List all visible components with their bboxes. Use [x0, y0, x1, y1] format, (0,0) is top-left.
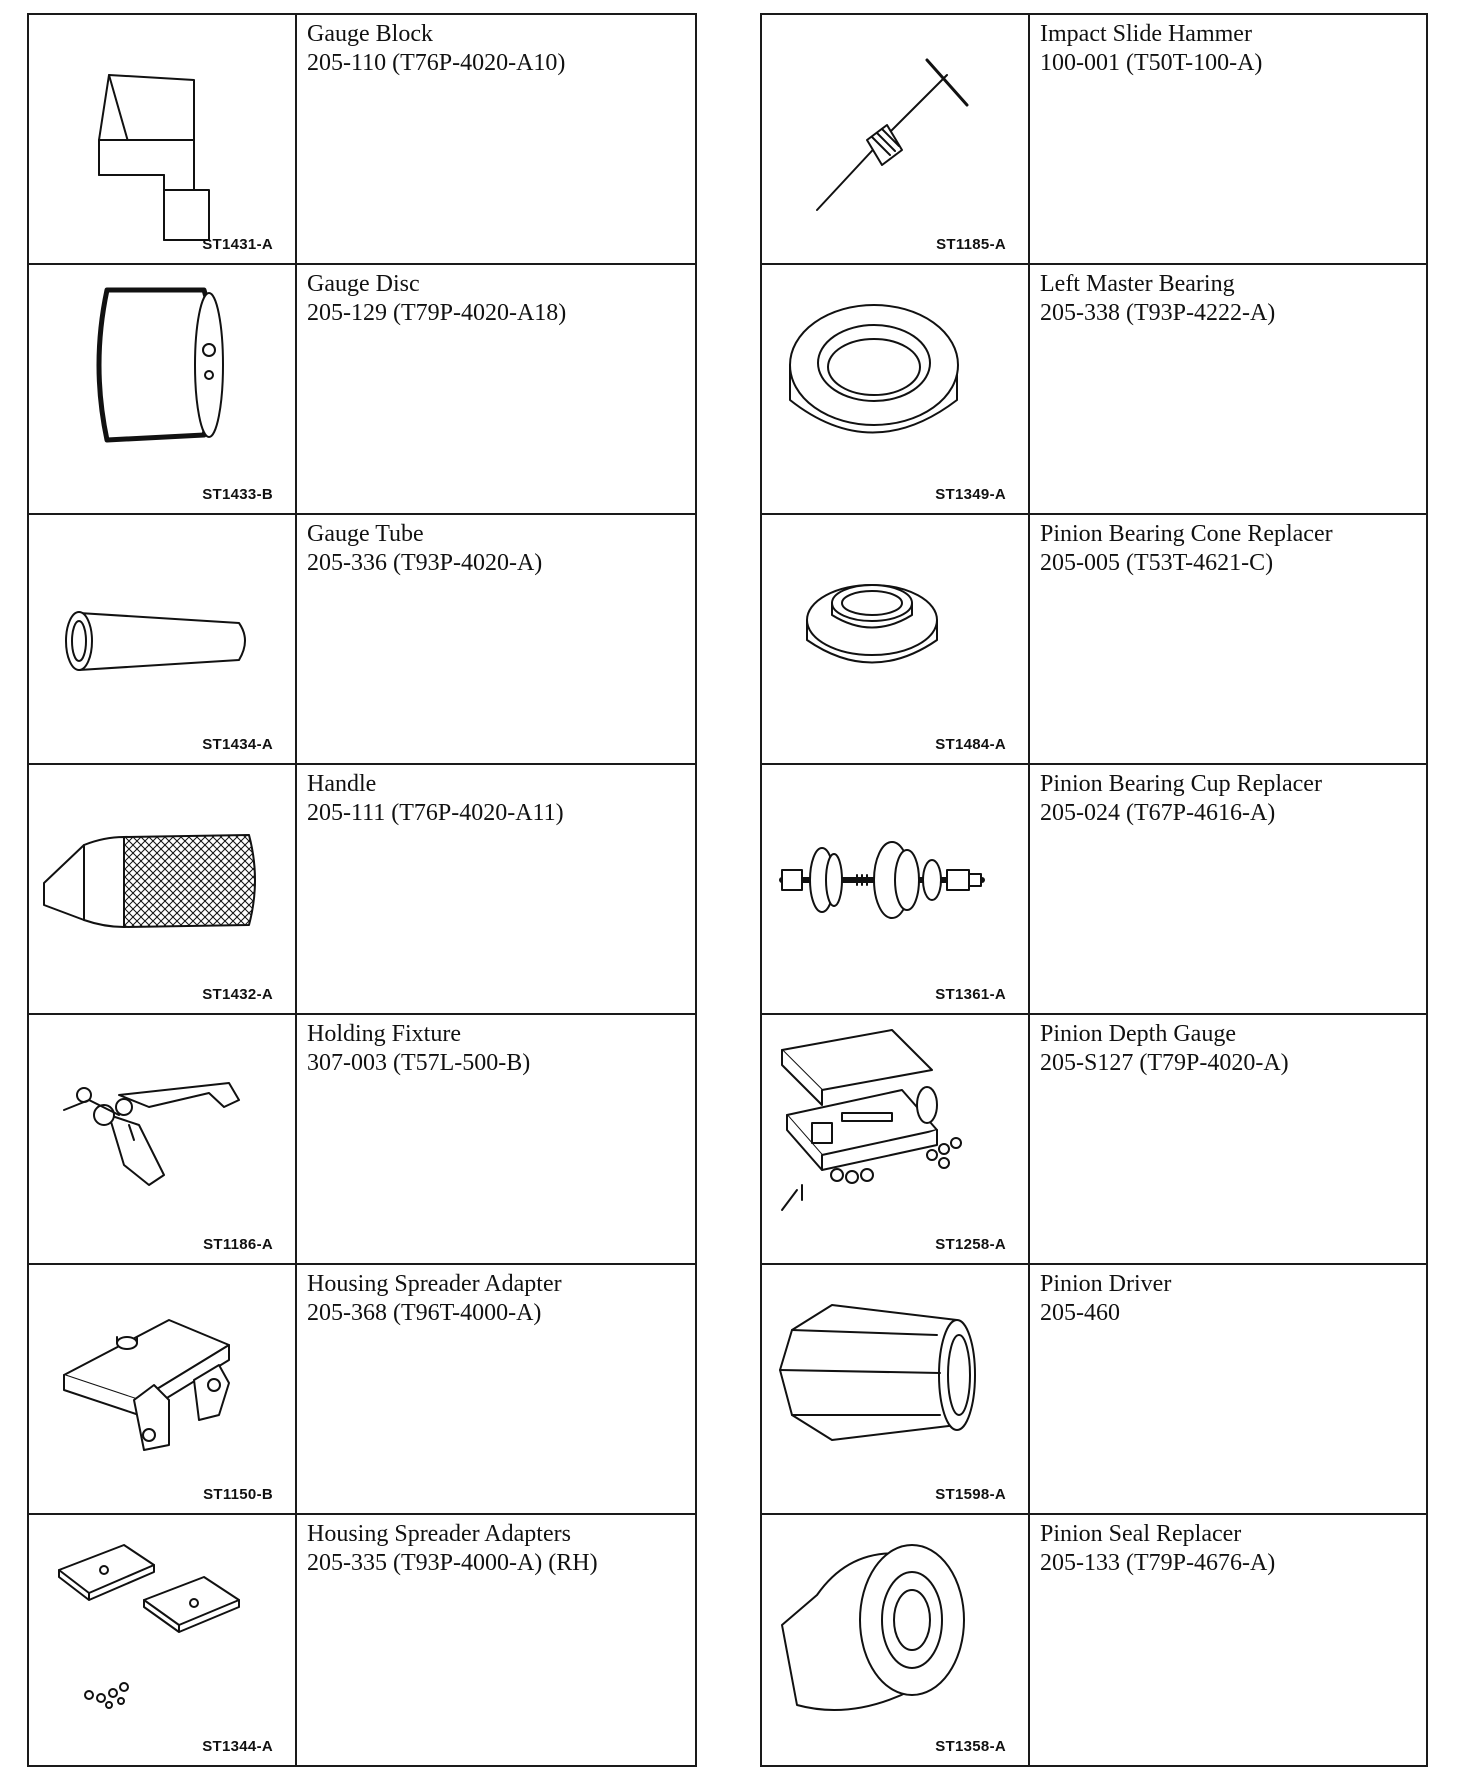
tool-row: [762, 1265, 1426, 1515]
tool-name: Pinion Seal Replacer: [1040, 1521, 1242, 1547]
tool-number: 205-129 (T79P-4020-A18): [307, 300, 567, 326]
tool-number: 205-110 (T76P-4020-A10): [307, 50, 566, 76]
tool-row: [762, 1515, 1426, 1765]
illustration-code: ST1186-A: [203, 1236, 273, 1253]
gauge-tube-icon: [29, 515, 297, 761]
illustration-code: ST1598-A: [935, 1486, 1006, 1503]
tool-number: 205-460: [1040, 1300, 1120, 1326]
illustration-code: ST1349-A: [935, 486, 1006, 503]
illustration-code: ST1258-A: [935, 1236, 1006, 1253]
tool-row: [762, 765, 1426, 1015]
tool-row: [29, 265, 695, 515]
tool-name: Pinion Bearing Cup Replacer: [1040, 771, 1322, 797]
tool-row: [762, 515, 1426, 765]
master-bearing-icon: [762, 265, 1030, 511]
tool-description: [297, 1265, 695, 1513]
tool-illustration-cell: [29, 515, 297, 763]
tool-name: Pinion Depth Gauge: [1040, 1021, 1236, 1047]
tool-description: [1030, 1265, 1426, 1513]
tool-illustration-cell: [29, 1015, 297, 1263]
tool-illustration-cell: [762, 765, 1030, 1013]
tool-name: Gauge Tube: [307, 521, 424, 547]
tool-illustration-cell: [29, 265, 297, 513]
tool-number: 205-S127 (T79P-4020-A): [1040, 1050, 1289, 1076]
tool-description: [1030, 765, 1426, 1013]
tool-row: [29, 515, 695, 765]
tool-illustration-cell: [29, 1515, 297, 1765]
tool-illustration-cell: [762, 1515, 1030, 1765]
tool-description: [297, 515, 695, 763]
spreader-adapters-icon: [29, 1515, 297, 1761]
gauge-block-icon: [29, 15, 297, 261]
tool-illustration-cell: [29, 15, 297, 263]
tool-row: [762, 1015, 1426, 1265]
gauge-disc-icon: [29, 265, 297, 511]
tool-row: [29, 765, 695, 1015]
tool-row: [762, 15, 1426, 265]
tool-number: 205-335 (T93P-4000-A) (RH): [307, 1550, 598, 1576]
tool-description: [1030, 1515, 1426, 1765]
tool-description: [297, 1015, 695, 1263]
illustration-code: ST1358-A: [935, 1738, 1006, 1755]
tool-number: 205-111 (T76P-4020-A11): [307, 800, 564, 826]
tool-number: 205-338 (T93P-4222-A): [1040, 300, 1276, 326]
illustration-code: ST1431-A: [202, 236, 273, 253]
tool-illustration-cell: [762, 1265, 1030, 1513]
tool-description: [297, 765, 695, 1013]
tool-illustration-cell: [29, 1265, 297, 1513]
tool-name: Holding Fixture: [307, 1021, 461, 1047]
tool-number: 205-368 (T96T-4000-A): [307, 1300, 542, 1326]
tool-row: [29, 15, 695, 265]
illustration-code: ST1361-A: [935, 986, 1006, 1003]
tool-description: [297, 15, 695, 263]
tool-description: [1030, 265, 1426, 513]
tool-description: [1030, 15, 1426, 263]
tool-table-left: [27, 13, 697, 1767]
tool-number: 205-133 (T79P-4676-A): [1040, 1550, 1276, 1576]
tool-number: 100-001 (T50T-100-A): [1040, 50, 1263, 76]
tool-number: 205-024 (T67P-4616-A): [1040, 800, 1276, 826]
tool-description: [1030, 1015, 1426, 1263]
tool-description: [1030, 515, 1426, 763]
tool-row: [762, 265, 1426, 515]
illustration-code: ST1344-A: [202, 1738, 273, 1755]
illustration-code: ST1185-A: [936, 236, 1006, 253]
handle-icon: [29, 765, 297, 1011]
seal-replacer-icon: [762, 1515, 1030, 1761]
illustration-code: ST1433-B: [202, 486, 273, 503]
tool-row: [29, 1515, 695, 1765]
tool-row: [29, 1015, 695, 1265]
slide-hammer-icon: [762, 15, 1030, 261]
tool-number: 205-005 (T53T-4621-C): [1040, 550, 1274, 576]
tool-name: Housing Spreader Adapter: [307, 1271, 562, 1297]
depth-gauge-kit-icon: [762, 1015, 1030, 1261]
tool-name: Pinion Bearing Cone Replacer: [1040, 521, 1333, 547]
illustration-code: ST1484-A: [935, 736, 1006, 753]
illustration-code: ST1434-A: [202, 736, 273, 753]
illustration-code: ST1150-B: [203, 1486, 273, 1503]
pinion-driver-icon: [762, 1265, 1030, 1511]
tool-illustration-cell: [762, 1015, 1030, 1263]
tool-name: Handle: [307, 771, 377, 797]
tool-name: Gauge Disc: [307, 271, 420, 297]
tool-name: Gauge Block: [307, 21, 433, 47]
tool-row: [29, 1265, 695, 1515]
tool-illustration-cell: [29, 765, 297, 1013]
tool-name: Left Master Bearing: [1040, 271, 1235, 297]
holding-fixture-icon: [29, 1015, 297, 1261]
tool-illustration-cell: [762, 265, 1030, 513]
spreader-adapter-icon: [29, 1265, 297, 1511]
tool-description: [297, 1515, 695, 1765]
tool-description: [297, 265, 695, 513]
tool-name: Housing Spreader Adapters: [307, 1521, 571, 1547]
illustration-code: ST1432-A: [202, 986, 273, 1003]
cone-replacer-icon: [762, 515, 1030, 761]
tool-name: Pinion Driver: [1040, 1271, 1172, 1297]
tool-table-right: [760, 13, 1428, 1767]
tool-number: 307-003 (T57L-500-B): [307, 1050, 531, 1076]
tool-number: 205-336 (T93P-4020-A): [307, 550, 543, 576]
tool-illustration-cell: [762, 515, 1030, 763]
tool-illustration-cell: [762, 15, 1030, 263]
cup-replacer-icon: [762, 765, 1030, 1011]
tool-name: Impact Slide Hammer: [1040, 21, 1252, 47]
